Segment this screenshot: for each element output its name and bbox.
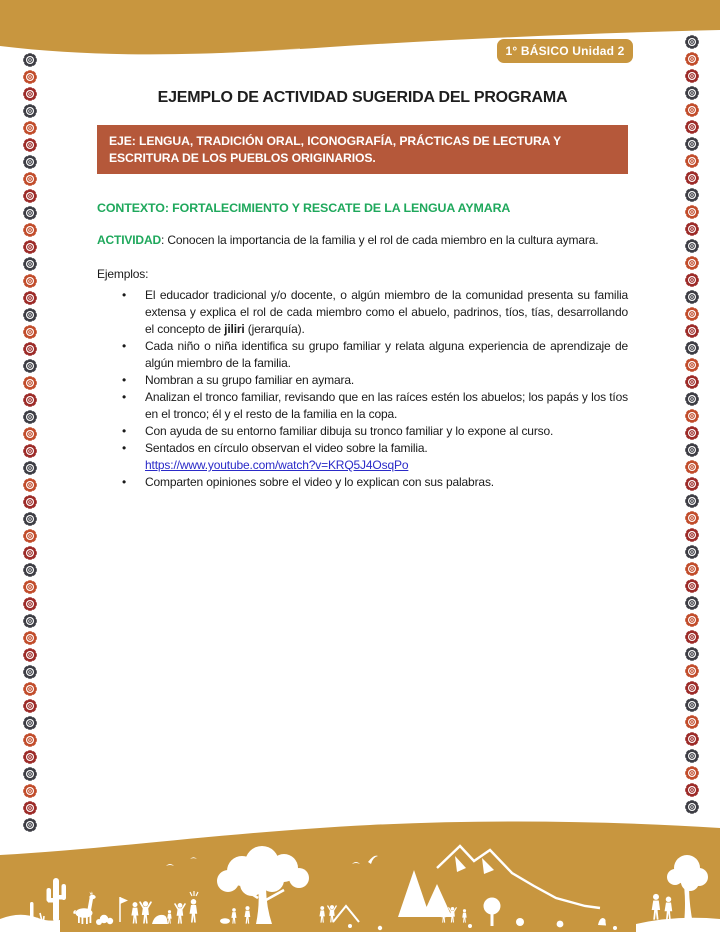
right-border-motif-chain <box>684 34 700 824</box>
actividad-paragraph <box>97 233 628 247</box>
list-item-text: Comparten opiniones sobre el video y lo explican con sus palabras. <box>145 475 494 489</box>
eje-banner-text: EJE: LENGUA, TRADICIÓN ORAL, ICONOGRAFÍA, PRÁCTICAS DE LECTURA Y ESCRITURA DE LOS PUEBLOS ORIGINARIOS. <box>109 134 561 165</box>
list-item-text-bold: jiliri <box>224 322 245 336</box>
list-item-text: Nombran a su grupo familiar en aymara. <box>145 373 355 387</box>
list-item <box>97 474 628 491</box>
unit-badge-label: 1° BÁSICO Unidad 2 <box>505 44 625 58</box>
list-item-text: Cada niño o niña identifica su grupo familiar y relata alguna experiencia de aprendizaje de algún miembro de la familia. <box>145 339 628 370</box>
list-item <box>97 423 628 440</box>
eje-banner <box>97 125 628 174</box>
list-item <box>97 287 628 338</box>
list-item-text: Analizan el tronco familiar, revisando que en las raíces estén los abuelos; los papás y los tíos en el tronco; él y el resto de la familia en la copa. <box>145 390 628 421</box>
list-item-text-main: Sentados en círculo observan el video sobre la familia. <box>145 441 428 455</box>
bullet-icon: • <box>122 390 127 404</box>
list-item <box>97 440 628 474</box>
bullet-icon: • <box>122 441 127 455</box>
bullet-icon: • <box>122 288 127 302</box>
actividad-label: ACTIVIDAD <box>97 233 161 247</box>
list-item <box>97 372 628 389</box>
bullet-icon: • <box>122 373 127 387</box>
youtube-link[interactable]: https://www.youtube.com/watch?v=KRQ5J4OsqPo <box>145 458 409 472</box>
list-item-text <box>145 440 628 474</box>
list-item-text-post: (jerarquía). <box>244 322 305 336</box>
contexto-heading: CONTEXTO: FORTALECIMIENTO Y RESCATE DE LA LENGUA AYMARA <box>97 201 511 215</box>
bullet-icon: • <box>122 475 127 489</box>
bullet-icon: • <box>122 424 127 438</box>
ejemplos-heading: Ejemplos: <box>97 267 149 281</box>
page-title: EJEMPLO DE ACTIVIDAD SUGERIDA DEL PROGRAMA <box>157 89 568 106</box>
list-item <box>97 338 628 372</box>
actividad-text: Conocen la importancia de la familia y el rol de cada miembro en la cultura aymara. <box>167 233 599 247</box>
bottom-landscape-art <box>0 818 720 932</box>
list-item-text: Con ayuda de su entorno familiar dibuja su tronco familiar y lo expone al curso. <box>145 424 554 438</box>
list-item-text-pre: El educador tradicional y/o docente, o algún miembro de la comunidad presenta su familia extensa y explica el rol de cada miembro como el abuelo, padrinos, tíos, tías, desarrollando el concepto de <box>145 288 628 336</box>
document-body <box>97 88 628 491</box>
list-item <box>97 389 628 423</box>
unit-badge <box>497 39 633 63</box>
list-item-text <box>145 287 628 338</box>
bullet-icon: • <box>122 339 127 353</box>
actividad-separator: : <box>160 233 168 247</box>
left-border-motif-chain <box>22 52 38 842</box>
ejemplos-list <box>97 287 628 491</box>
